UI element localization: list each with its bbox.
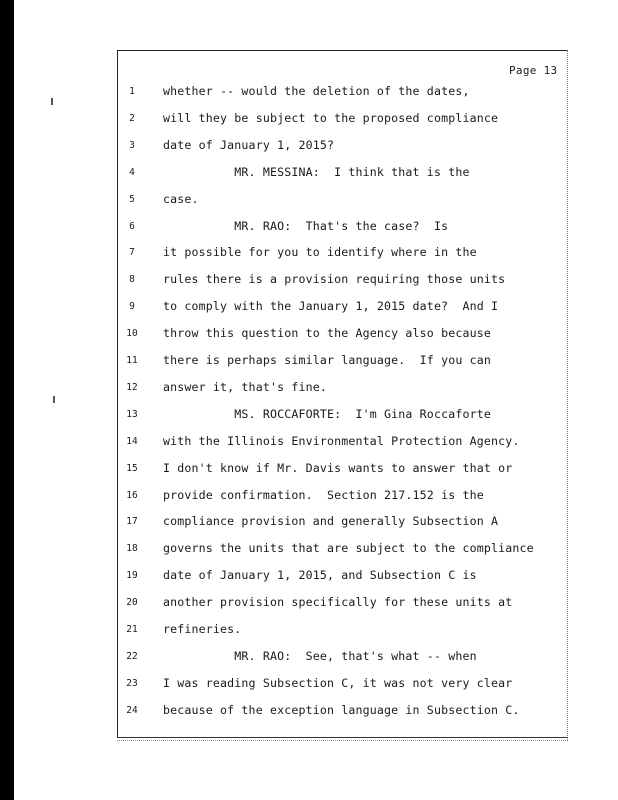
transcript-line — [0, 514, 618, 532]
transcript-line — [0, 676, 618, 694]
line-text: date of January 1, 2015, and Subsection C is — [163, 568, 477, 583]
line-number: 1 — [129, 86, 135, 97]
line-text: throw this question to the Agency also because — [163, 326, 491, 341]
transcript-line — [0, 434, 618, 452]
line-text: another provision specifically for these units at — [163, 595, 513, 610]
line-number: 10 — [126, 328, 138, 340]
line-number: 24 — [126, 704, 138, 716]
line-text: provide confirmation. Section 217.152 is the — [163, 487, 484, 502]
line-text: case. — [163, 191, 199, 206]
line-number: 8 — [129, 274, 135, 286]
line-number: 3 — [129, 139, 135, 151]
line-text: there is perhaps similar language. If you can — [163, 353, 491, 367]
line-text: MS. ROCCAFORTE: I'm Gina Roccaforte — [163, 406, 491, 421]
transcript-line — [0, 488, 618, 506]
page-number: Page 13 — [509, 64, 558, 77]
transcript-line — [0, 703, 618, 721]
line-text: it possible for you to identify where in the — [163, 245, 477, 260]
line-text: governs the units that are subject to the compliance — [163, 541, 534, 556]
line-text: I was reading Subsection C, it was not very clear — [163, 675, 513, 690]
line-text: whether -- would the deletion of the dates, — [163, 84, 470, 98]
line-text: I don't know if Mr. Davis wants to answer that or — [163, 460, 513, 475]
line-text: with the Illinois Environmental Protection Agency. — [163, 433, 520, 448]
line-number: 12 — [126, 381, 138, 393]
line-number: 22 — [126, 650, 138, 662]
transcript-line — [0, 245, 618, 263]
transcript-line — [0, 111, 618, 129]
line-text: because of the exception language in Subsection C. — [163, 702, 520, 717]
line-text: MR. RAO: That's the case? Is — [163, 218, 449, 233]
transcript-line — [0, 595, 618, 613]
transcript-line — [0, 192, 618, 210]
transcript-line — [0, 326, 618, 344]
page-frame-bottom — [117, 737, 568, 741]
line-text: will they be subject to the proposed compliance — [163, 110, 499, 125]
transcript-line — [0, 219, 618, 237]
transcript-line — [0, 299, 618, 317]
page-frame-top — [117, 50, 568, 51]
line-number: 15 — [126, 462, 138, 474]
line-text: to comply with the January 1, 2015 date? And I — [163, 299, 499, 314]
transcript-line — [0, 84, 618, 102]
line-number: 2 — [129, 112, 135, 124]
line-text: compliance provision and generally Subsection A — [163, 514, 499, 529]
line-number: 11 — [126, 355, 138, 366]
line-number: 14 — [126, 435, 138, 447]
transcript-line — [0, 272, 618, 290]
transcript-line — [0, 622, 618, 640]
line-number: 7 — [129, 247, 135, 259]
transcript-line — [0, 138, 618, 156]
line-number: 18 — [126, 543, 138, 555]
line-number: 4 — [129, 166, 135, 178]
transcript-line — [0, 568, 618, 586]
line-text: rules there is a provision requiring those units — [163, 272, 506, 287]
line-number: 6 — [129, 220, 135, 232]
line-number: 19 — [126, 570, 138, 582]
line-text: MR. MESSINA: I think that is the — [163, 164, 470, 179]
line-number: 9 — [129, 301, 135, 313]
line-text: answer it, that's fine. — [163, 379, 327, 394]
transcript-line — [0, 165, 618, 183]
line-number: 13 — [126, 408, 138, 420]
line-number: 21 — [126, 624, 138, 635]
transcript-line — [0, 461, 618, 479]
transcript-line — [0, 380, 618, 398]
line-number: 5 — [129, 193, 135, 205]
line-text: MR. RAO: See, that's what -- when — [163, 648, 477, 663]
line-number: 17 — [126, 516, 138, 528]
transcript-line — [0, 407, 618, 425]
line-text: date of January 1, 2015? — [163, 137, 335, 152]
transcript-line — [0, 649, 618, 667]
transcript-line — [0, 353, 618, 371]
transcript-line — [0, 541, 618, 559]
line-text: refineries. — [163, 622, 242, 636]
line-number: 23 — [126, 677, 138, 689]
line-number: 20 — [126, 597, 138, 609]
line-number: 16 — [126, 489, 138, 501]
